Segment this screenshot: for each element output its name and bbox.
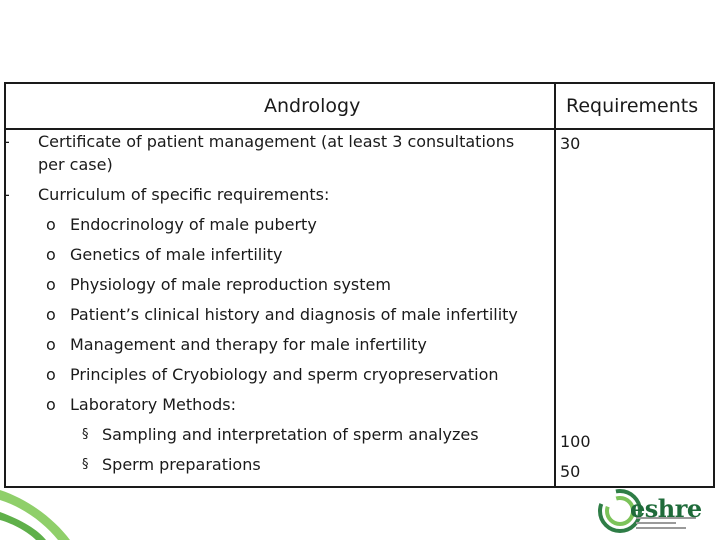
- subitem-genetics: Genetics of male infertility: [70, 245, 283, 264]
- subitem-laboratory-methods: Laboratory Methods:: [70, 395, 236, 414]
- column-divider: [554, 84, 556, 486]
- item-bullet: -: [4, 132, 10, 151]
- subitem-bullet: o: [46, 305, 56, 324]
- item-certificate-line2: per case): [38, 155, 113, 174]
- subitem-bullet: o: [46, 365, 56, 384]
- requirements-table: [4, 82, 715, 488]
- subsubitem-bullet: §: [82, 457, 89, 472]
- subitem-bullet: o: [46, 245, 56, 264]
- subsubitem-bullet: §: [82, 427, 89, 442]
- subsubitem-sampling: Sampling and interpretation of sperm analyzes: [102, 425, 479, 444]
- subitem-endocrinology: Endocrinology of male puberty: [70, 215, 317, 234]
- subitem-clinical-history: Patient’s clinical history and diagnosis of male infertility: [70, 305, 518, 324]
- requirement-value: 30: [560, 134, 581, 153]
- header-requirements: Requirements: [566, 95, 699, 117]
- subitem-bullet: o: [46, 335, 56, 354]
- header-divider: [6, 128, 713, 130]
- subitem-bullet: o: [46, 275, 56, 294]
- requirement-value: 50: [560, 462, 581, 481]
- subitem-bullet: o: [46, 215, 56, 234]
- subitem-cryobiology: Principles of Cryobiology and sperm cryopreservation: [70, 365, 499, 384]
- item-certificate-line1: Certificate of patient management (at least 3 consultations: [38, 132, 515, 151]
- logo-text: eshre: [630, 494, 702, 523]
- item-bullet: -: [4, 185, 10, 204]
- subitem-physiology: Physiology of male reproduction system: [70, 275, 391, 294]
- subitem-bullet: o: [46, 395, 56, 414]
- item-curriculum: Curriculum of specific requirements:: [38, 185, 330, 204]
- subsubitem-sperm-preparations: Sperm preparations: [102, 455, 261, 474]
- requirement-value: 100: [560, 432, 591, 451]
- subitem-management-therapy: Management and therapy for male infertility: [70, 335, 427, 354]
- header-andrology: Andrology: [264, 95, 361, 117]
